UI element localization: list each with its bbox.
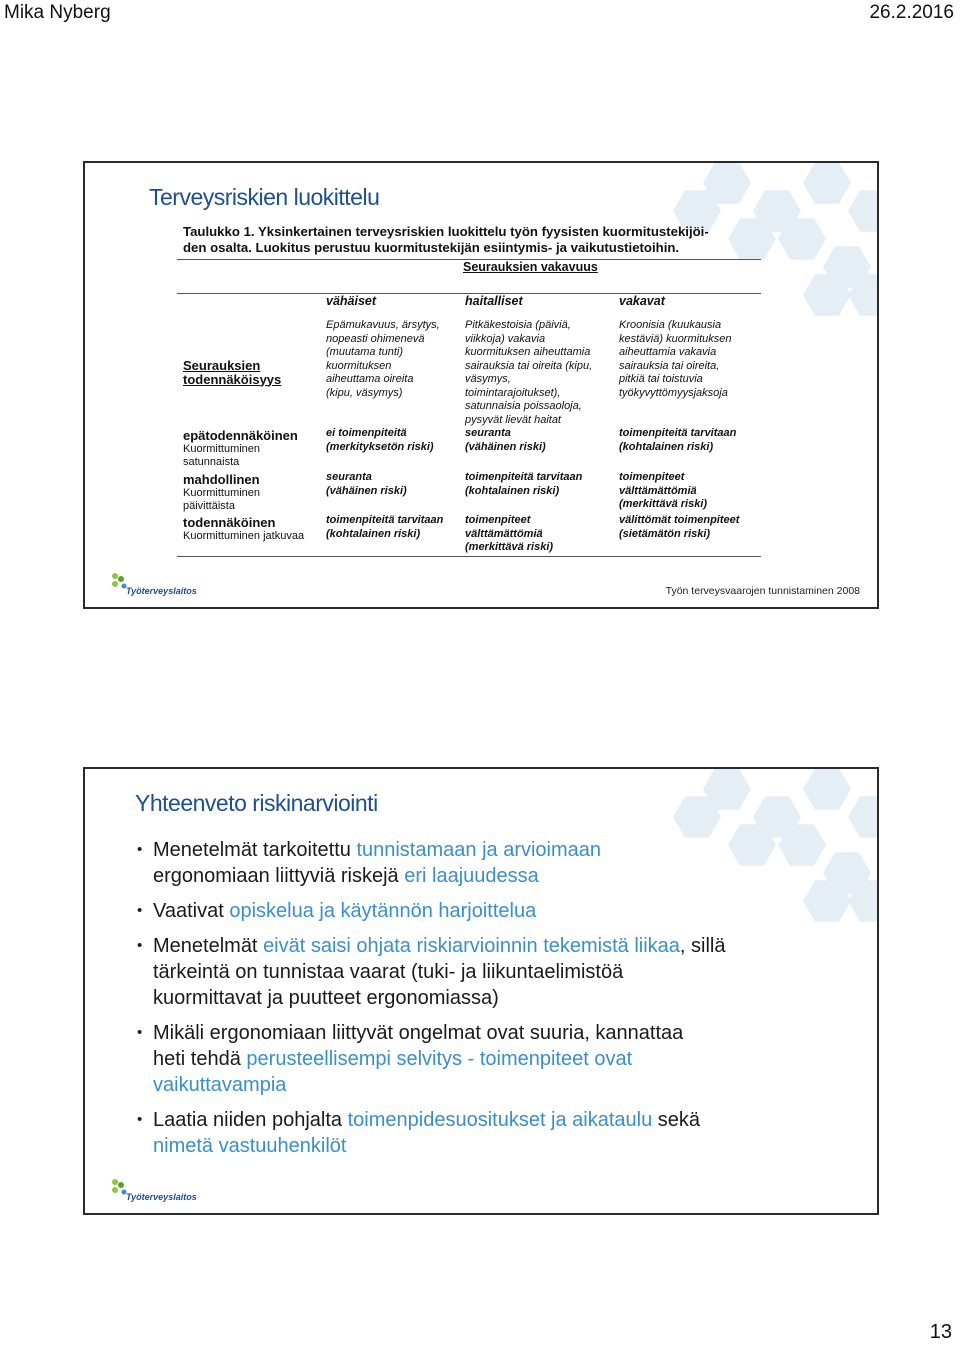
likelihood-description: satunnaista (183, 456, 240, 468)
risk-cell-line: (kohtalainen riski) (465, 484, 560, 497)
hexagon-shape (803, 769, 851, 810)
risk-cell-line: välittömät toimenpiteet (619, 514, 740, 526)
bullet-text: Menetelmät tarkoitettu (153, 839, 357, 861)
logo-text: Työterveyslaitos (126, 586, 197, 596)
tyoterveyslaitos-logo (109, 571, 199, 601)
risk-cell-line: ei toimenpiteitä (326, 427, 407, 439)
likelihood-description: Kuormittuminen jatkuvaa (183, 529, 305, 542)
risk-cell-line: (merkityksetön riski) (326, 440, 434, 453)
bullet-text: Laatia niiden pohjalta (153, 1109, 348, 1131)
bullet-item (137, 1107, 857, 1159)
risk-cell (326, 471, 407, 498)
risk-cell (619, 514, 739, 541)
likelihood-level: epätodennäköinen (183, 428, 298, 443)
slide-title: Terveysriskien luokittelu (149, 184, 380, 210)
description-line: viikkoja) vakavia (465, 332, 546, 345)
description-line: nopeasti ohimenevä (326, 332, 425, 345)
hexagon-shape (848, 190, 877, 232)
bullet-highlight-text: perusteellisempi selvitys - toimenpiteet ovat (246, 1048, 633, 1070)
risk-cell-line: toimenpiteitä tarvitaan (465, 471, 583, 483)
column-header: haitalliset (465, 294, 523, 308)
tyoterveyslaitos-logo (109, 1177, 199, 1207)
risk-cell (619, 427, 736, 454)
hexagon-shape (803, 163, 851, 204)
risk-cell-line: (merkittävä riski) (619, 498, 708, 510)
risk-cell-line: toimenpiteet (465, 514, 531, 526)
description-line: pitkiä tai toistuvia (619, 373, 703, 385)
bullet-highlight-text: tunnistamaan ja arvioimaan (356, 839, 602, 861)
bullet-text: sekä (652, 1109, 701, 1131)
bullet-icon: • (137, 1024, 143, 1041)
bullet-list (137, 837, 857, 1168)
bullet-item (137, 933, 857, 1011)
header-date: 26.2.2016 (869, 2, 954, 23)
description-line: satunnaisia poissaoloja, (465, 400, 582, 412)
description-line: pysyvät lievät haitat (465, 413, 561, 426)
bullet-text: heti tehdä (153, 1048, 247, 1070)
risk-cell-line: (sietämätön riski) (619, 527, 711, 540)
bullet-highlight-text: toimenpidesuositukset ja aikataulu (347, 1109, 653, 1131)
bullet-text: Mikäli ergonomiaan liittyvät ongelmat ovat suuria, kannattaa (153, 1022, 684, 1044)
table-rule-bottom (177, 556, 761, 557)
risk-cell-line: välttämättömiä (465, 527, 543, 540)
risk-cell-line: toimenpiteet (619, 471, 685, 483)
likelihood-row-label (183, 516, 304, 543)
column-description (326, 319, 440, 400)
column-header: vakavat (619, 294, 665, 308)
risk-cell-line: (kohtalainen riski) (619, 440, 714, 453)
bullet-text: Vaativat (153, 900, 230, 922)
bullet-highlight-text: eri laajuudessa (404, 865, 539, 887)
risk-cell-line: toimenpiteitä tarvitaan (326, 514, 444, 526)
logo-text: Työterveyslaitos (126, 1192, 197, 1202)
likelihood-level: todennäköinen (183, 515, 276, 530)
description-line: sairauksia tai oireita (kipu, (465, 359, 593, 372)
bullet-text: tärkeintä on tunnistaa vaarat (tuki- ja liikuntaelimistöä (153, 961, 624, 983)
bullet-highlight-text: nimetä vastuuhenkilöt (153, 1135, 347, 1157)
risk-classification-table (177, 259, 761, 557)
description-line: kuormituksen (326, 359, 392, 372)
bullet-icon: • (137, 937, 143, 954)
slide-terveysriskien-luokittelu (83, 161, 879, 609)
risk-cell (465, 427, 546, 454)
header-author: Mika Nyberg (4, 2, 111, 23)
caption-line: Taulukko 1. Yksinkertainen terveysriskien luokittelu työn fyysisten kuormitustekijöi- (183, 224, 709, 239)
column-description (465, 319, 592, 427)
page-number: 13 (929, 1321, 952, 1343)
description-line: (muutama tunti) (326, 346, 404, 358)
risk-cell-line: seuranta (326, 471, 372, 483)
risk-cell (465, 514, 553, 555)
bullet-item (137, 898, 857, 924)
description-line: kestäviä) kuormituksen (619, 332, 732, 345)
risk-cell (619, 471, 707, 512)
consequence-header: Seurauksien vakavuus (463, 260, 598, 274)
likelihood-description: Kuormittuminen (183, 442, 261, 455)
description-line: Pitkäkestoisia (päiviä, (465, 319, 571, 331)
likelihood-description: Kuormittuminen (183, 486, 261, 499)
description-line: Epämukavuus, ärsytys, (326, 319, 440, 331)
risk-cell-line: toimenpiteitä tarvitaan (619, 427, 737, 439)
risk-cell (326, 514, 443, 541)
description-line: väsymys, (465, 373, 511, 385)
description-line: kuormituksen aiheuttamia (465, 346, 591, 358)
risk-cell-line: seuranta (465, 427, 511, 439)
description-line: aiheuttamia vakavia (619, 346, 717, 358)
risk-cell-line: (vähäinen riski) (326, 484, 407, 497)
risk-cell-line: (vähäinen riski) (465, 440, 546, 453)
slide-yhteenveto-riskinarviointi (83, 767, 879, 1215)
bullet-item (137, 1020, 857, 1098)
bullet-highlight-text: vaikuttavampia (153, 1074, 287, 1096)
hexagon-shape (848, 796, 877, 838)
bullet-highlight-text: opiskelua ja käytännön harjoittelua (229, 900, 537, 922)
risk-cell-line: (merkittävä riski) (465, 541, 554, 553)
table-caption (183, 224, 773, 256)
likelihood-header-line: todennäköisyys (183, 371, 282, 387)
bullet-item (137, 837, 857, 889)
bullet-icon: • (137, 841, 143, 858)
column-description (619, 319, 732, 400)
likelihood-header (183, 359, 281, 386)
column-header: vähäiset (326, 294, 377, 308)
likelihood-row-label (183, 429, 298, 470)
likelihood-level: mahdollinen (183, 472, 260, 487)
likelihood-header-line: Seurauksien (183, 358, 261, 373)
description-line: Kroonisia (kuukausia (619, 319, 722, 331)
bullet-icon: • (137, 1111, 143, 1128)
risk-cell (465, 471, 582, 498)
bullet-highlight-text: eivät saisi ohjata riskiarvioinnin tekemistä liikaa (263, 935, 680, 957)
risk-cell (326, 427, 434, 454)
bullet-icon: • (137, 902, 143, 919)
bullet-text: , sillä (679, 935, 726, 957)
likelihood-description: päivittäista (183, 500, 235, 512)
source-note: Työn terveysvaarojen tunnistaminen 2008 (665, 585, 860, 597)
risk-cell-line: (kohtalainen riski) (326, 527, 421, 540)
bullet-text: kuormittavat ja puutteet ergonomiassa) (153, 987, 499, 1009)
description-line: työkyvyttömyysjaksoja (619, 386, 728, 399)
slide-title: Yhteenveto riskinarviointi (135, 790, 378, 816)
likelihood-row-label (183, 473, 260, 514)
description-line: (kipu, väsymys) (326, 386, 403, 399)
description-line: sairauksia tai oireita, (619, 359, 720, 372)
caption-line: den osalta. Luokitus perustuu kuormitustekijän esiintymis- ja vaikutustietoihin. (183, 240, 680, 255)
bullet-text: ergonomiaan liittyviä riskejä (153, 865, 405, 887)
risk-cell-line: välttämättömiä (619, 484, 697, 497)
description-line: aiheuttama oireita (326, 373, 414, 385)
bullet-text: Menetelmät (153, 935, 264, 957)
description-line: toimintarajoitukset), (465, 386, 561, 399)
